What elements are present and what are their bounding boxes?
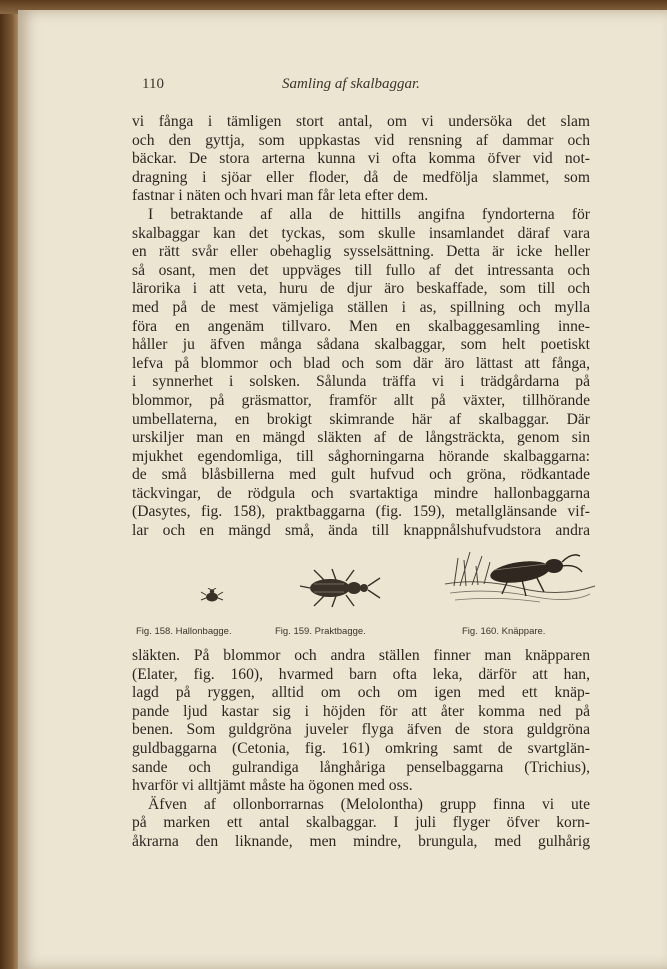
figure-caption-160: Fig. 160. Knäppare.	[462, 626, 546, 637]
click-beetle-illustration	[440, 538, 600, 610]
running-title: Samling af skalbaggar.	[282, 76, 420, 92]
text-line: de små blåsbillerna med gult hufvud och gröna, rödkantade	[132, 466, 590, 484]
text-line: (Dasytes, fig. 158), praktbaggarna (fig. 159), metallglänsande vif-	[132, 503, 590, 521]
jewel-beetle-illustration	[296, 566, 382, 610]
text-line: umbellaterna, en brokigt skimrande här af skalbaggar. Där	[132, 410, 590, 428]
text-line: dragning i sjöar eller floder, då de medfölja slammet, som	[132, 168, 590, 186]
text-line: en rätt svår eller obehaglig sysselsättning. Detta är icke heller	[132, 243, 590, 261]
text-line: så osant, men det uppväges till fullo af det intressanta och	[132, 261, 590, 279]
text-line: i synnerhet i solsken. Sålunda träffa vi i trädgårdarna på	[132, 373, 590, 391]
text-line: och den gyttja, som uppkastas vid rensning af dammar och	[132, 131, 590, 149]
text-line: guldbaggarna (Cetonia, fig. 161) omkring samt de svartglän-	[132, 739, 590, 757]
text-block-upper	[132, 113, 590, 541]
text-line: fastnar i näten och hvari man får leta efter dem.	[132, 187, 429, 205]
book-spine-edge	[0, 0, 20, 969]
book-page	[18, 10, 667, 969]
text-line: lar och en mängd små, ända till knappnålshufvudstora andra	[132, 522, 590, 540]
text-line: (Elater, fig. 160), hvarmed barn ofta leka, därför att han,	[132, 665, 590, 683]
text-line: hvarför vi alltjämt måste ha ögonen med oss.	[132, 777, 413, 795]
figure-caption-158: Fig. 158. Hallonbagge.	[136, 626, 232, 637]
text-line: lagd på ryggen, alltid om och om igen med ett knäp-	[132, 684, 590, 702]
text-block-lower	[132, 647, 590, 852]
text-line: sande och gulrandiga långhåriga penselbaggarna (Trichius),	[132, 758, 590, 776]
text-line: på marken ett antal skalbaggar. I juli flyger öfver korn-	[132, 814, 590, 832]
text-line: vi fånga i tämligen stort antal, om vi undersöka det slam	[132, 113, 590, 130]
text-line: lefva på blommor och blad och som där äro lättast att fånga,	[132, 354, 590, 372]
page-number: 110	[142, 76, 164, 92]
text-line: urskiljer man en mängd släkten af de långsträckta, genom sin	[132, 429, 590, 447]
text-line: håller ju äfven många sådana skalbaggar, som helt poetiskt	[132, 336, 590, 354]
text-line: bäckar. De stora arterna kunna vi ofta komma öfver vid not-	[132, 150, 590, 168]
raspberry-beetle-illustration	[200, 588, 224, 604]
text-line: lärorika i att veta, huru de djur äro beskaffade, som till och	[132, 280, 590, 298]
text-line: åkrarna den liknande, men mindre, brungula, med gulhårig	[132, 832, 590, 850]
text-line: släkten. På blommor och andra ställen finner man knäpparen	[132, 647, 590, 664]
text-line: mjukhet egendomliga, till såghorningarna hörande skalbaggarna:	[132, 447, 590, 465]
text-line: Äfven af ollonborrarnas (Melolontha) grupp finna vi ute	[148, 795, 590, 813]
figure-row	[132, 538, 602, 648]
figure-caption-159: Fig. 159. Praktbagge.	[275, 626, 366, 637]
text-line: pande ljud kastar sig i höjden för att åter komma ned på	[132, 702, 590, 720]
text-line: täckvingar, de rödgula och svartaktiga mindre hallonbaggarna	[132, 484, 590, 502]
text-line: skalbaggar kan det tyckas, som skulle insamlandet däraf vara	[132, 224, 590, 242]
page-header	[18, 74, 667, 98]
text-line: I betraktande af alla de hittills angifna fyndorterna för	[148, 205, 590, 223]
text-line: benen. Som guldgröna juveler flyga äfven de stora guldgröna	[132, 721, 590, 739]
text-line: föra en angenäm tillvaro. Men en skalbaggesamling inne-	[132, 317, 590, 335]
text-line: med på de mest vämjeliga ställen i as, spillning och mylla	[132, 298, 590, 316]
text-line: blommor, på gräsmattor, framför allt på växter, tillhörande	[132, 391, 590, 409]
